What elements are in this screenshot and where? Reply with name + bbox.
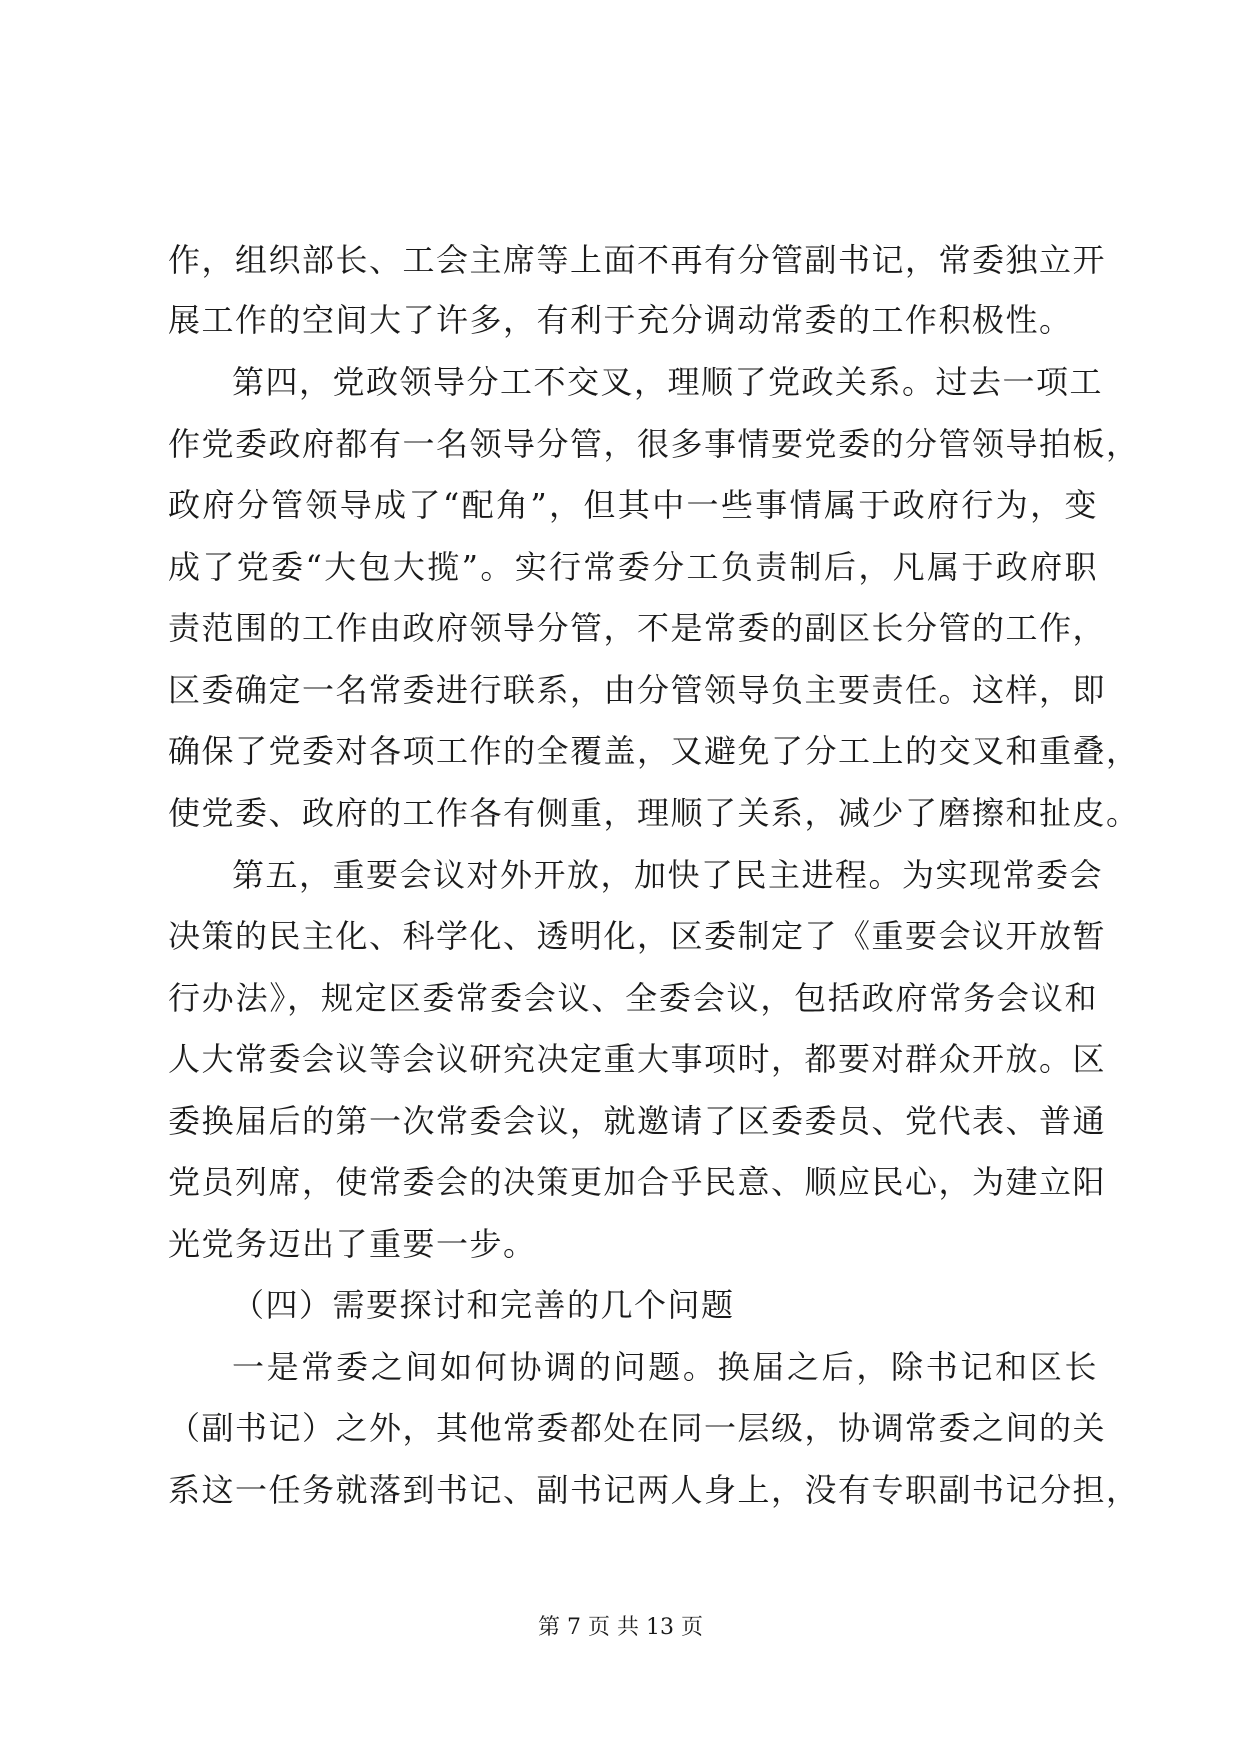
text-line-20: （副书记）之外，其他常委都处在同一层级，协调常委之间的关 xyxy=(168,1409,1107,1447)
section-heading: （四）需要探讨和完善的几个问题 xyxy=(232,1286,735,1324)
text-line-12: 决策的民主化、科学化、透明化，区委制定了《重要会议开放暂 xyxy=(168,917,1107,955)
text-line-19: 一是常委之间如何协调的问题。换届之后，除书记和区长 xyxy=(232,1348,1098,1386)
text-line-15: 委换届后的第一次常委会议，就邀请了区委委员、党代表、普通 xyxy=(168,1102,1107,1140)
text-line-6: 成了党委“大包大揽”。实行常委分工负责制后，凡属于政府职 xyxy=(168,548,1098,586)
text-line-10: 使党委、政府的工作各有侧重，理顺了关系，减少了磨擦和扯皮。 xyxy=(168,794,1140,832)
text-line-1: 作，组织部长、工会主席等上面不再有分管副书记，常委独立开 xyxy=(168,241,1107,279)
text-line-21: 系这一任务就落到书记、副书记两人身上，没有专职副书记分担， xyxy=(168,1471,1140,1509)
text-line-7: 责范围的工作由政府领导分管，不是常委的副区长分管的工作， xyxy=(168,609,1107,647)
text-line-5: 政府分管领导成了“配角”，但其中一些事情属于政府行为，变 xyxy=(168,486,1098,524)
text-line-17: 光党务迈出了重要一步。 xyxy=(168,1225,537,1263)
text-line-4: 作党委政府都有一名领导分管，很多事情要党委的分管领导拍板， xyxy=(168,425,1140,463)
text-line-3: 第四，党政领导分工不交叉，理顺了党政关系。过去一项工 xyxy=(232,363,1104,401)
text-line-16: 党员列席，使常委会的决策更加合乎民意、顺应民心，为建立阳 xyxy=(168,1163,1107,1201)
text-line-8: 区委确定一名常委进行联系，由分管领导负主要责任。这样，即 xyxy=(168,671,1107,709)
text-line-2: 展工作的空间大了许多，有利于充分调动常委的工作积极性。 xyxy=(168,301,1073,339)
text-line-11: 第五，重要会议对外开放，加快了民主进程。为实现常委会 xyxy=(232,856,1104,894)
page-number-footer: 第 7 页 共 13 页 xyxy=(538,1615,703,1640)
text-line-9: 确保了党委对各项工作的全覆盖，又避免了分工上的交叉和重叠， xyxy=(168,732,1140,770)
text-line-14: 人大常委会议等会议研究决定重大事项时，都要对群众开放。区 xyxy=(168,1040,1107,1078)
text-line-13: 行办法》，规定区委常委会议、全委会议，包括政府常务会议和 xyxy=(168,979,1098,1017)
